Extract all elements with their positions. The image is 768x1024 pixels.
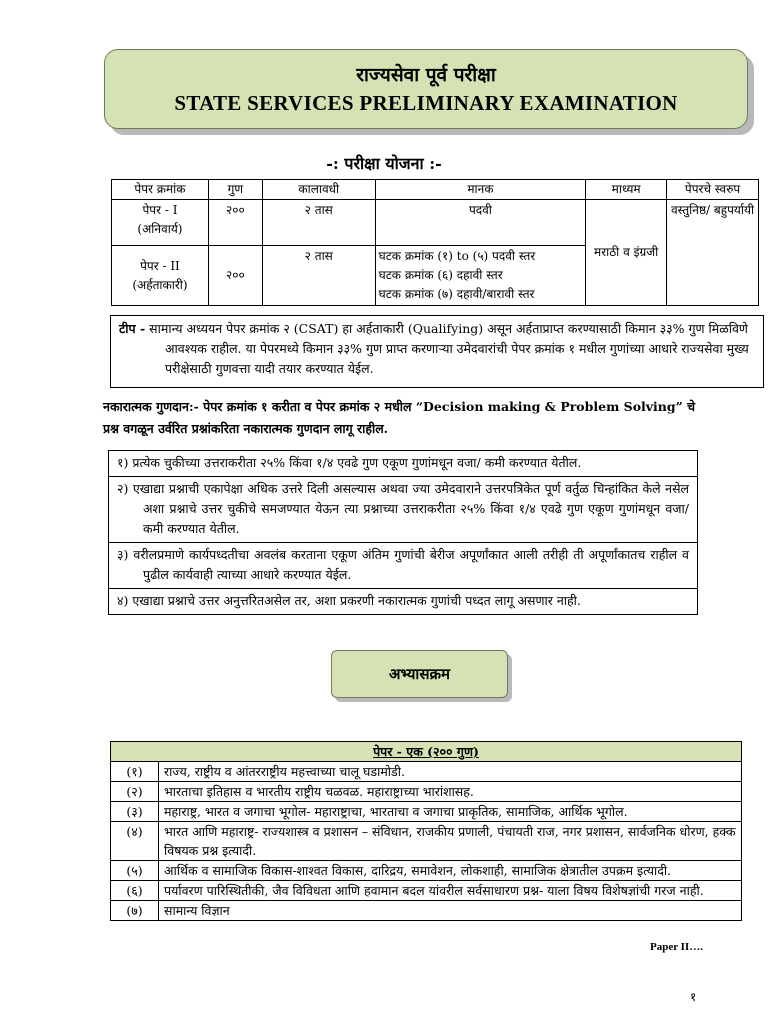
format-cell: वस्तुनिष्ठ/ बहुपर्यायी [667,200,759,306]
table-row [111,762,742,782]
table-row [111,861,742,881]
paper1-standard: पदवी [375,200,586,246]
title-banner [104,49,748,129]
paper1-name: पेपर - I [142,203,178,217]
paper1-cell [112,200,209,246]
title-marathi: राज्यसेवा पूर्व परीक्षा [356,64,496,86]
paper2-cell [112,246,209,306]
rule-item [108,588,698,615]
syllabus-item-number: (१) [111,762,159,782]
rule-item [108,476,698,543]
table-row [111,901,742,921]
header-format: पेपरचे स्वरुप [667,180,759,200]
rule-text: २) एखाद्या प्रश्नाची एकापेक्षा अधिक उत्तरे दिली असल्यास अथवा ज्या उमेदवाराने उत्तरपत्रिकेत पूर्ण वर्तुळ चिन्हांकित केले नसेल अशा प्रश्नाचे उत्तर चुकीचे समजण्यात येऊन त्या प्रश्नाच्या उत्तराकरीता २५% किंवा १/४ एवढे गुण एकूण गुणांमधून वजा/कमी करण्यात येतील. [117,481,689,536]
syllabus-item-text: पर्यावरण पारिस्थितीकी, जैव विविधता आणि हवामान बदल यांवरील सर्वसाधारण प्रश्न- याला विषय विशेषज्ञांची गरज नाही. [159,881,742,901]
syllabus-header: पेपर - एक (२०० गुण) [111,742,742,762]
rule-text: १) प्रत्येक चुकीच्या उत्तराकरीता २५% किंवा १/४ एवढे गुण एकूण गुणांमधून वजा/ कमी करण्यात येतील. [117,455,582,470]
table-row [111,822,742,861]
syllabus-item-text: सामान्य विज्ञान [159,901,742,921]
paper2-standard-line1: घटक क्रमांक (१) to (५) पदवी स्तर [378,249,536,263]
table-row [111,782,742,802]
rule-text: ४) एखाद्या प्रश्नाचे उत्तर अनुत्तरितअसेल तर, अशा प्रकरणी नकारात्मक गुणांची पध्दत लागू असणार नाही. [117,593,581,608]
header-duration: कालावधी [262,180,375,200]
medium-cell: मराठी व इंग्रजी [586,200,667,306]
rule-item [108,542,698,589]
paper2-standard-line3: घटक क्रमांक (७) दहावी/बारावी स्तर [378,287,535,301]
table-row [111,881,742,901]
continued-note: Paper II…. [650,941,703,953]
header-paper-number: पेपर क्रमांक [112,180,209,200]
paper2-marks: २०० [208,246,262,306]
table-row [111,802,742,822]
paper2-name: पेपर - II [140,258,180,273]
syllabus-item-number: (२) [111,782,159,802]
exam-plan-title: -: परीक्षा योजना :- [326,154,442,173]
syllabus-item-number: (४) [111,822,159,861]
syllabus-item-number: (५) [111,861,159,881]
negative-marking-rules [108,451,698,615]
syllabus-table [110,741,742,921]
rule-text: ३) वरीलप्रमाणे कार्यपध्दतीचा अवलंब करताना एकूण अंतिम गुणांची बेरीज अपूर्णांकात आली तरीही ती अपूर्णांकातच राहील व पुढील कार्यवाही त्याच्या आधारे करण्यात येईल. [117,547,689,582]
syllabus-item-text: राज्य, राष्ट्रीय व आंतरराष्ट्रीय महत्त्वाच्या चालू घडामोडी. [159,762,742,782]
table-header-row [112,180,759,200]
header-standard: मानक [375,180,586,200]
syllabus-item-number: (७) [111,901,159,921]
table-row [112,200,759,246]
paper2-standard [375,246,586,306]
header-medium: माध्यम [586,180,667,200]
page-number: १ [690,990,697,1004]
paper1-type: (अनिवार्य) [137,222,183,236]
syllabus-badge: अभ्यासक्रम [331,650,508,698]
paper2-standard-line2: घटक क्रमांक (६) दहावी स्तर [378,268,503,282]
rule-item [108,450,698,477]
tip-label: टीप - [119,321,146,336]
syllabus-item-number: (३) [111,802,159,822]
syllabus-item-text: आर्थिक व सामाजिक विकास-शाश्वत विकास, दारिद्रय, समावेशन, लोकशाही, सामाजिक क्षेत्रातील उपक्रम इत्यादी. [159,861,742,881]
syllabus-item-text: भारत आणि महाराष्ट्र- राज्यशास्त्र व प्रशासन – संविधान, राजकीय प्रणाली, पंचायती राज, नगर प्रशासन, सार्वजनिक धोरण, हक्क विषयक प्रश्न इत्यादी. [159,822,742,861]
paper1-duration: २ तास [262,200,375,246]
paper2-duration: २ तास [262,246,375,306]
title-english: STATE SERVICES PRELIMINARY EXAMINATION [174,91,678,115]
syllabus-item-text: महाराष्ट्र, भारत व जगाचा भूगोल- महाराष्ट्राचा, भारताचा व जगाचा प्राकृतिक, सामाजिक, आर्थिक भूगोल. [159,802,742,822]
tip-box [110,315,764,388]
exam-scheme-table [111,179,759,306]
paper2-type: (अर्हताकारी) [132,277,188,292]
paper1-marks: २०० [208,200,262,246]
negative-marking-paragraph: नकारात्मक गुणदान:- पेपर क्रमांक १ करीता व पेपर क्रमांक २ मधील “Decision making & Problem Solving” चे प्रश्न वगळून उर्वरित प्रश्नांकरिता नकारात्मक गुणदान लागू राहील. [103,399,696,436]
syllabus-item-number: (६) [111,881,159,901]
syllabus-item-text: भारताचा इतिहास व भारतीय राष्ट्रीय चळवळ. महाराष्ट्राच्या भारांशासह. [159,782,742,802]
header-marks: गुण [208,180,262,200]
tip-text: सामान्य अध्ययन पेपर क्रमांक २ (CSAT) हा अर्हताकारी (Qualifying) असून अर्हताप्राप्त करण्यासाठी किमान ३३% गुण मिळविणे आवश्यक राहील. या पेपरमध्ये किमान ३३% गुण प्राप्त करणाऱ्या उमेदवारांची पेपर क्रमांक १ मधील गुणांच्या आधारे राज्यसेवा मुख्य परीक्षेसाठी गुणवत्ता यादी तयार करण्यात येईल. [149,321,749,376]
syllabus-header-row [111,742,742,762]
